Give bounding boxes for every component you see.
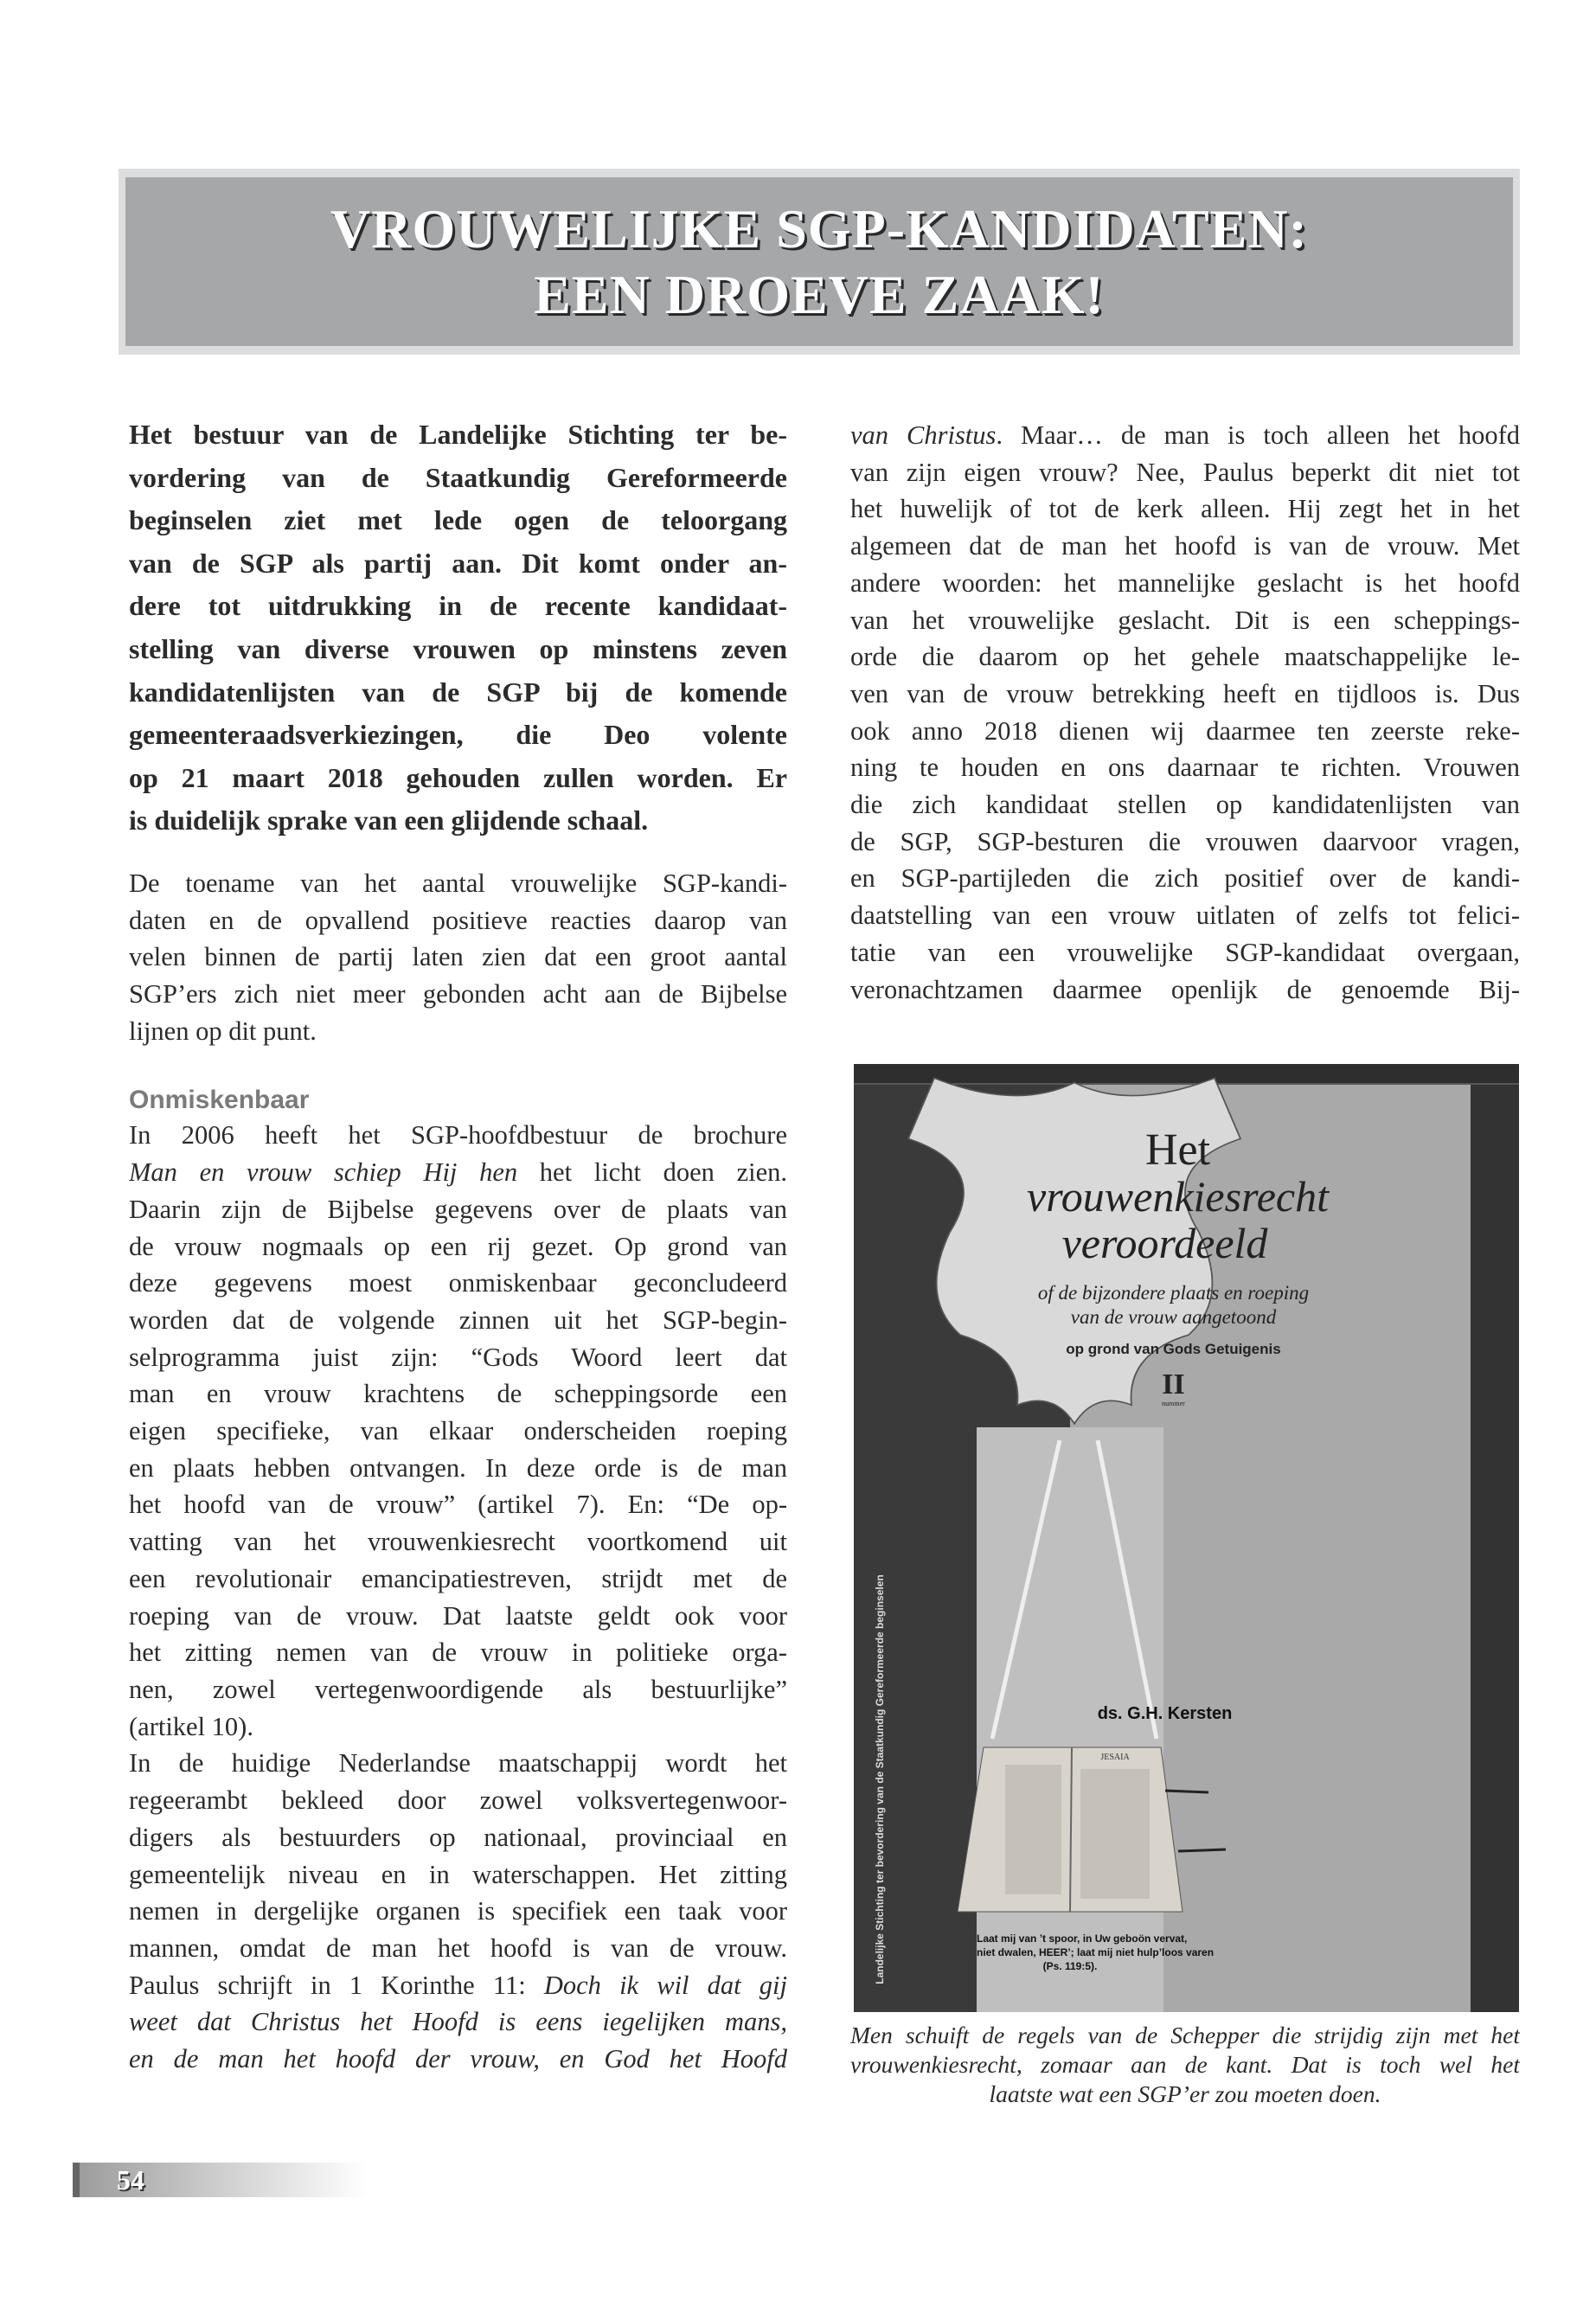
cover-title-veroordeeld: veroordeeld xyxy=(1061,1219,1268,1267)
left-column xyxy=(129,413,787,2078)
title-banner-inner xyxy=(125,177,1513,346)
cover-title-vrouwenkiesrecht: vrouwenkiesrecht xyxy=(1027,1172,1329,1221)
title-line-1: VROUWELIJKE SGP-KANDIDATEN: xyxy=(330,197,1308,260)
italic-text: weet dat Christus het Hoofd is eens iegelijken mans, xyxy=(129,2007,787,2037)
text-line: van zijn eigen vrouw? Nee, Paulus beperkt dit niet tot xyxy=(850,457,1520,487)
text-line: dere tot uitdrukking in de recente kandidaat- xyxy=(129,590,787,622)
text-line: andere woorden: het mannelijke geslacht is het hoofd xyxy=(850,567,1520,598)
text-line: een revolutionair emancipatiestreven, strijdt met de xyxy=(129,1563,787,1593)
text-line: ning te houden en ons daarnaar te richten. Vrouwen xyxy=(850,753,1520,783)
cover-quote-3: (Ps. 119:5). xyxy=(1042,1960,1098,1972)
text-line: laatste wat een SGP’er zou moeten doen. xyxy=(989,2080,1381,2107)
text-line: Het bestuur van de Landelijke Stichting ter be- xyxy=(129,419,787,450)
subheading-onmiskenbaar: Onmiskenbaar xyxy=(129,1086,310,1115)
text-line: is duidelijk sprake van een glijdende schaal. xyxy=(129,804,649,836)
paragraph-4 xyxy=(129,1745,787,2077)
text-line: daten en de opvallend positieve reacties daarop van xyxy=(129,905,787,935)
cover-spine-text: Landelijke Stichting ter bevordering van de Staatkundig Gereformeerde beginselen xyxy=(874,1574,886,1984)
text-line xyxy=(850,417,1520,454)
cover-title-het: Het xyxy=(1144,1125,1211,1175)
cover-number: II xyxy=(1162,1368,1185,1400)
text-line xyxy=(129,2003,787,2041)
text-line: de vrouw nogmaals op een rij gezet. Op grond van xyxy=(129,1231,787,1261)
text-line: beginselen ziet met lede ogen de teloorgang xyxy=(129,504,787,536)
text-line: Men schuift de regels van de Schepper die strijdig zijn met het xyxy=(850,2022,1520,2048)
cover-subtitle-2: van de vrouw aangetoond xyxy=(1070,1306,1277,1328)
intro-paragraph xyxy=(129,413,787,843)
text-segment: . Maar… de man is toch alleen het hoofd xyxy=(996,420,1520,450)
text-line: vrouwenkiesrecht, zomaar aan de kant. Dat is toch wel het xyxy=(850,2051,1520,2078)
cover-author: ds. G.H. Kersten xyxy=(1097,1704,1233,1723)
text-line: De toename van het aantal vrouwelijke SGP-kandi- xyxy=(129,868,787,898)
paragraph-3 xyxy=(129,1117,787,1745)
text-line: velen binnen de partij laten zien dat een groot aantal xyxy=(129,942,787,972)
text-line: worden dat de volgende zinnen uit het SGP-begin- xyxy=(129,1304,787,1335)
cover-subtitle-1: of de bijzondere plaats en roeping xyxy=(1037,1282,1310,1304)
text-line: nen, zowel vertegenwoordigende als bestuurlijke” xyxy=(129,1675,787,1704)
book-cover-image xyxy=(854,1064,1519,2012)
cover-quote-2: niet dwalen, HEER’; laat mij niet hulp’loos varen xyxy=(977,1946,1215,1958)
text-line: vatting van het vrouwenkiesrecht voortkomend uit xyxy=(129,1527,787,1557)
text-line: eigen specifieke, van elkaar onderscheiden roeping xyxy=(129,1416,787,1446)
text-line xyxy=(129,1967,787,2004)
text-line: van de SGP als partij aan. Dit komt onder an- xyxy=(129,547,787,579)
paragraph-2 xyxy=(129,865,787,1050)
text-line: algemeen dat de man het hoofd is van de vrouw. Met xyxy=(850,531,1520,561)
text-line: (artikel 10). xyxy=(129,1711,253,1741)
text-line: tatie van een vrouwelijke SGP-kandidaat overgaan, xyxy=(850,937,1520,967)
text-line: daatstelling van een vrouw uitlaten of zelfs tot felici- xyxy=(850,901,1520,931)
text-line: en SGP-partijleden die zich positief over de kandi- xyxy=(850,863,1520,894)
cover-number-label: nummer xyxy=(1162,1400,1185,1407)
text-line: orde die daarom op het gehele maatschappelijke le- xyxy=(850,642,1520,672)
text-line: mannen, omdat de man het hoofd is van de vrouw. xyxy=(129,1932,787,1963)
right-paragraph xyxy=(850,417,1520,1008)
text-line: regeerambt bekleed door zowel volksvertegenwoor- xyxy=(129,1785,787,1816)
text-line: deze gegevens moest onmiskenbaar geconcludeerd xyxy=(129,1268,787,1298)
text-line: veronachtzamen daarmee openlijk de genoemde Bij- xyxy=(850,974,1520,1004)
text-line: die zich kandidaat stellen op kandidatenlijsten van xyxy=(850,790,1520,820)
text-line: ook anno 2018 dienen wij daarmee ten zeerste reke- xyxy=(850,715,1520,746)
title-banner xyxy=(119,169,1520,355)
text-line: SGP’ers zich niet meer gebonden acht aan de Bijbelse xyxy=(129,979,787,1009)
text-line: kandidatenlijsten van de SGP bij de komende xyxy=(129,676,787,708)
text-line: man en vrouw krachtens de scheppingsorde een xyxy=(129,1379,787,1409)
page-number: 54 xyxy=(117,2164,144,2195)
page-number-tick xyxy=(73,2163,80,2197)
text-line: en plaats hebben ontvangen. In deze orde is de man xyxy=(129,1452,787,1483)
text-line: stelling van diverse vrouwen op minstens zeven xyxy=(129,632,787,664)
text-line: van het vrouwelijke geslacht. Dit is een scheppings- xyxy=(850,605,1520,635)
text-segment: het licht doen zien. xyxy=(517,1157,787,1188)
text-line: lijnen op dit punt. xyxy=(129,1016,317,1046)
text-line: gemeenteraadsverkiezingen, die Deo volente xyxy=(129,719,787,751)
text-line: de SGP, SGP-besturen die vrouwen daarvoor vragen, xyxy=(850,826,1520,856)
text-line xyxy=(129,2041,787,2078)
bible-heading: JESAIA xyxy=(1100,1753,1130,1762)
text-line: vordering van de Staatkundig Gereformeerde xyxy=(129,461,787,493)
italic-text: Man en vrouw schiep Hij hen xyxy=(129,1157,518,1188)
text-line: op 21 maart 2018 gehouden zullen worden. Er xyxy=(129,761,787,793)
text-line: gemeentelijk niveau en in waterschappen. Het zitting xyxy=(129,1859,787,1889)
text-line: In 2006 heeft het SGP-hoofdbestuur de brochure xyxy=(129,1120,787,1150)
italic-text: van Christus xyxy=(850,420,997,450)
text-line: digers als bestuurders op nationaal, provinciaal en xyxy=(129,1822,787,1852)
right-column xyxy=(850,417,1520,1008)
text-line xyxy=(129,1154,787,1191)
italic-text: Doch ik wil dat gij xyxy=(543,1970,787,2000)
text-line: het huwelijk of tot de kerk alleen. Hij zegt het in het xyxy=(850,494,1520,524)
cover-basis: op grond van Gods Getuigenis xyxy=(1066,1341,1281,1357)
text-segment: Paulus schrijft in 1 Korinthe 11: xyxy=(129,1970,544,2000)
text-line: selprogramma juist zijn: “Gods Woord leert dat xyxy=(129,1342,787,1372)
title-line-2: EEN DROEVE ZAAK! xyxy=(534,263,1105,325)
text-line: roeping van de vrouw. Dat laatste geldt ook voor xyxy=(129,1600,787,1631)
figure-caption xyxy=(850,2021,1520,2109)
text-line: In de huidige Nederlandse maatschappij wordt het xyxy=(129,1748,787,1779)
text-line: Daarin zijn de Bijbelse gegevens over de plaats van xyxy=(129,1194,787,1224)
text-line: het zitting nemen van de vrouw in politieke orga- xyxy=(129,1638,787,1668)
cover-quote-1: Laat mij van ’t spoor, in Uw geboön vervat, xyxy=(977,1932,1188,1945)
text-line: ven van de vrouw betrekking heeft en tijdloos is. Dus xyxy=(850,678,1520,708)
text-line: nemen in dergelijke organen is specifiek een taak voor xyxy=(129,1896,787,1926)
italic-text: en de man het hoofd der vrouw, en God het Hoofd xyxy=(129,2044,787,2074)
text-line: het hoofd van de vrouw” (artikel 7). En: “De op- xyxy=(129,1490,787,1520)
